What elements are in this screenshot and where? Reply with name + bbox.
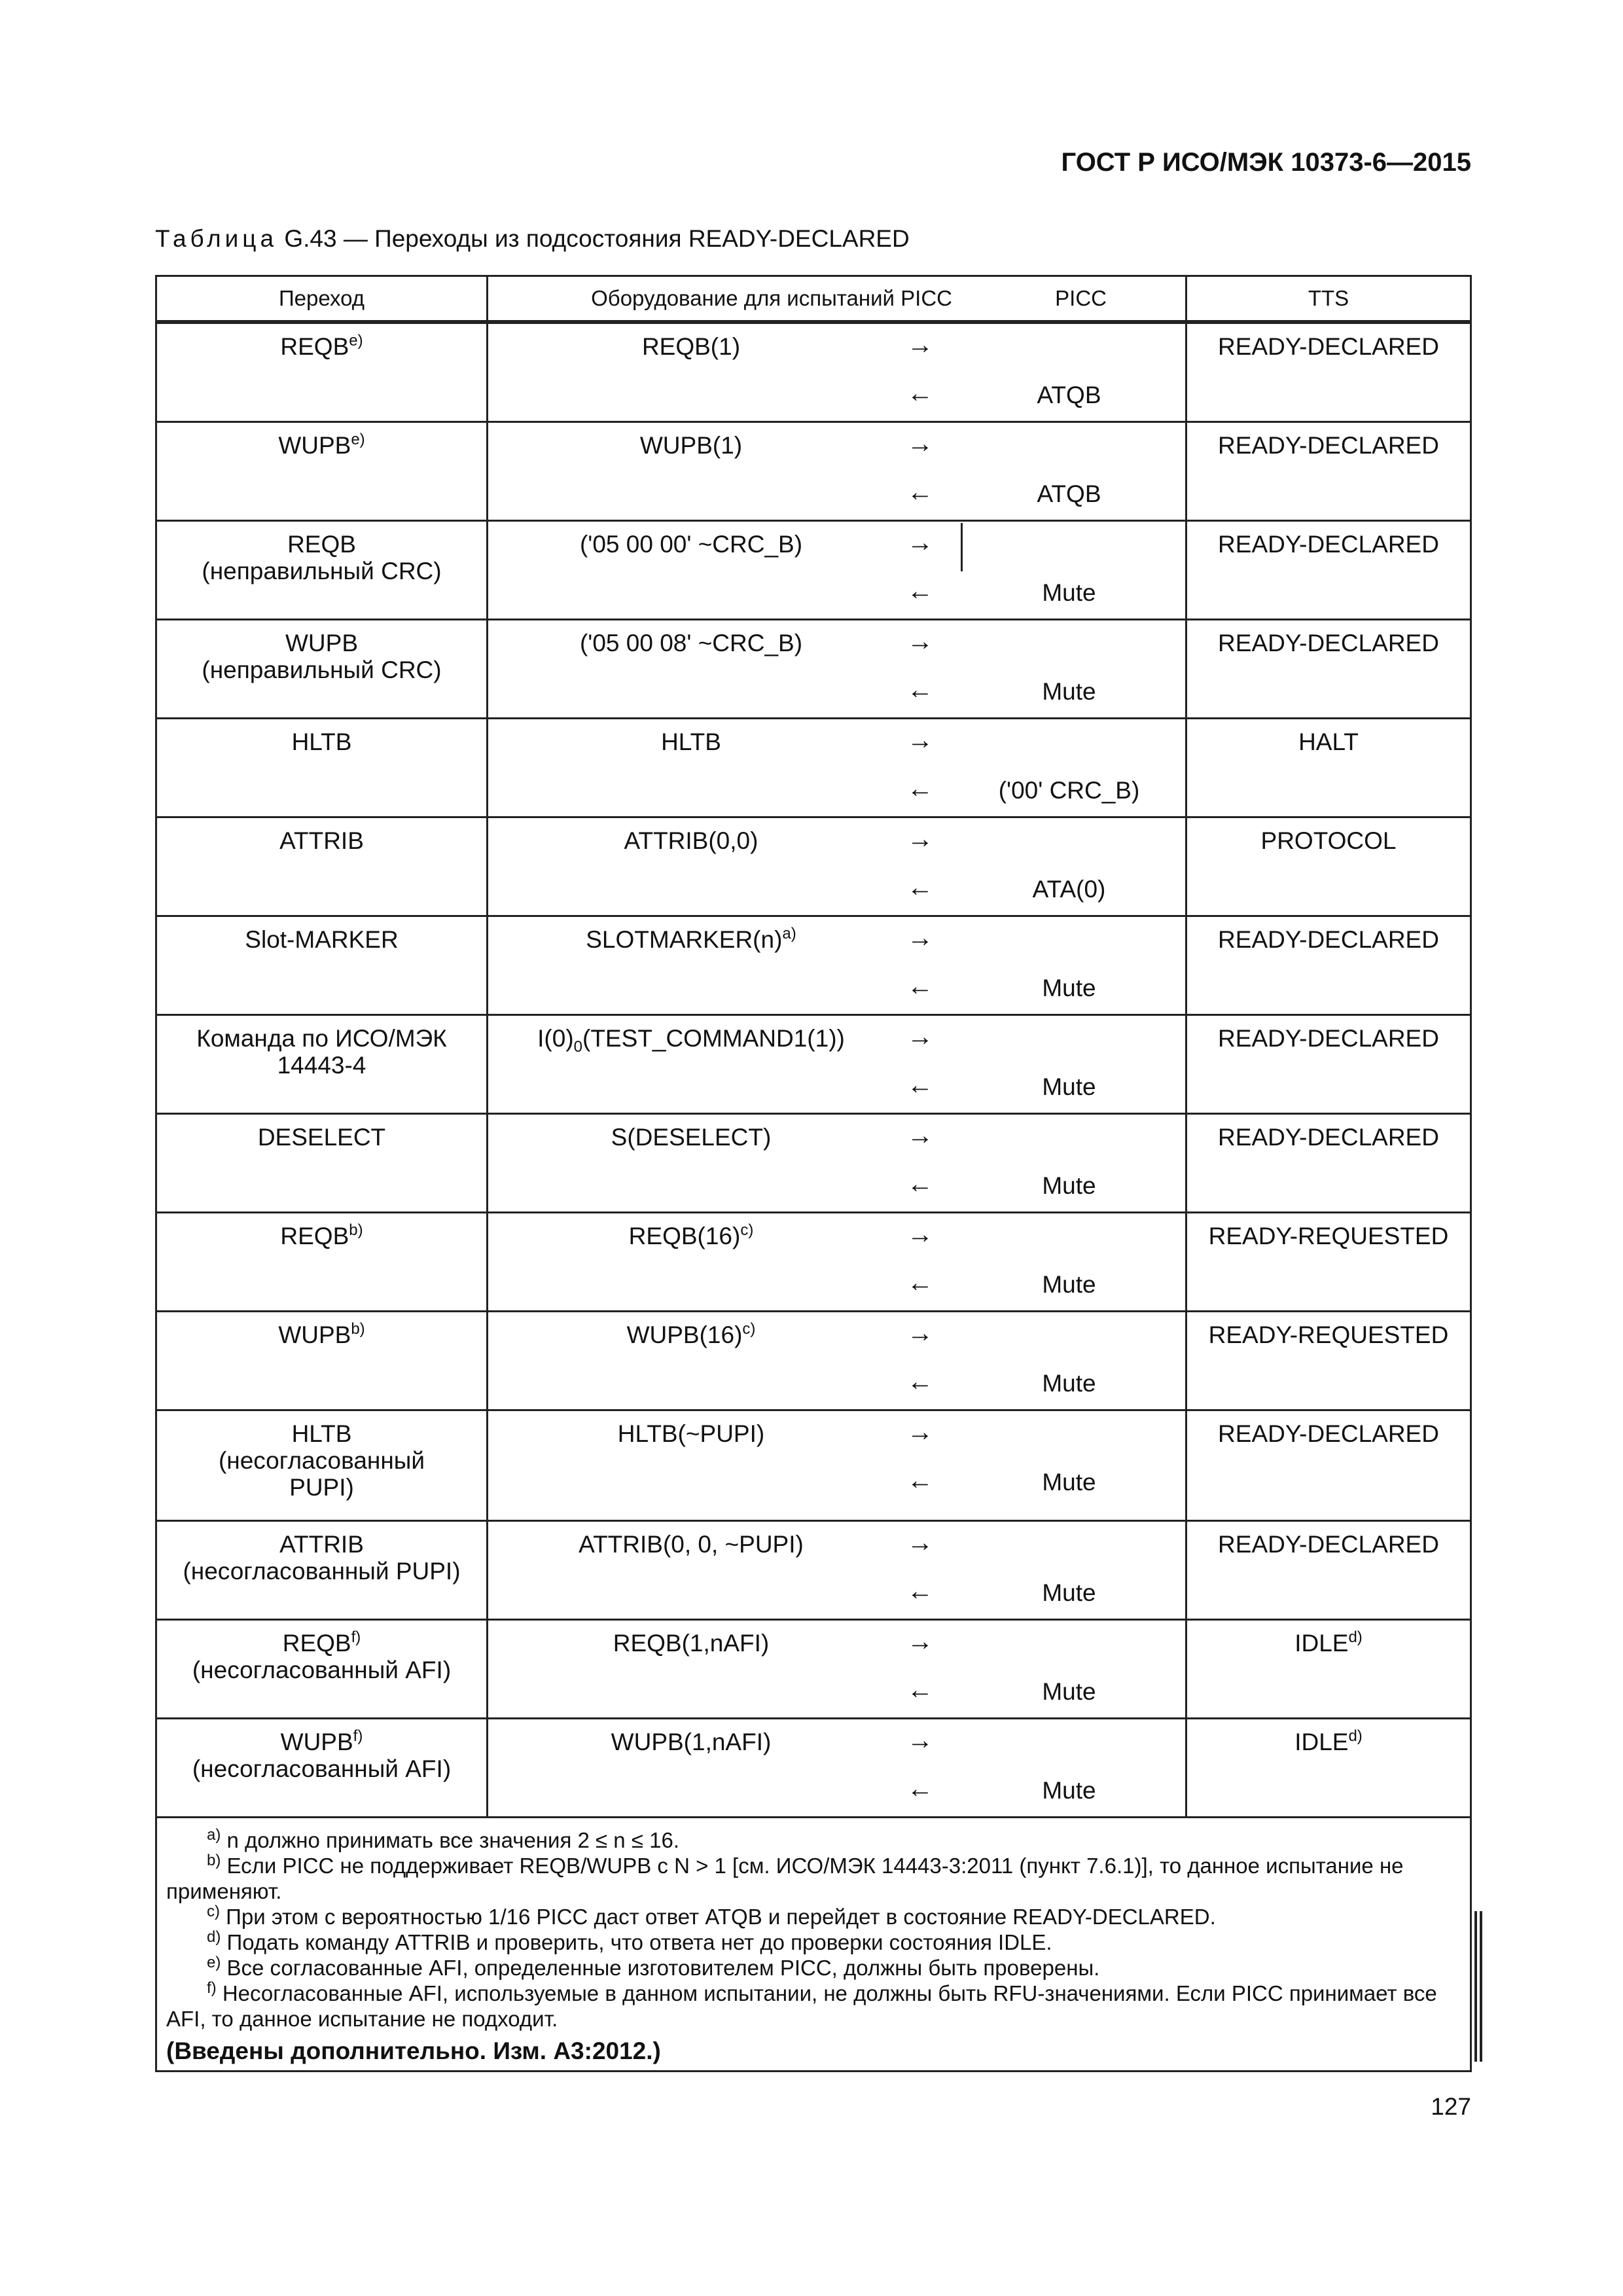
arrow-right-icon: → [907,528,933,557]
footnote-text: Если PICC не поддерживает REQB/WUPB с N > 1 [см. ИСО/МЭК 14443-3:2011 (пункт 7.6.1)], то данное испытание не применяют. [166,1854,1404,1903]
tts-cell [1186,916,1471,1015]
footnote-ref: c) [740,1221,754,1239]
transition-cell [156,1410,488,1521]
transition-cell [156,916,488,1015]
footnote-ref: d) [1348,1727,1363,1745]
tts-state: READY-DECLARED [1218,1420,1439,1447]
test-command [488,926,894,954]
command-text: HLTB(~PUPI) [617,1420,765,1447]
footnote [166,1904,1461,1929]
arrow-left-icon: ← [907,1367,933,1396]
arrow-right-icon: → [907,1319,933,1348]
footnote [166,1981,1461,2032]
transition-cell [156,1719,488,1818]
tts-cell [1186,1521,1471,1620]
arrow-left-icon: ← [907,1774,933,1803]
test-command [488,432,894,459]
transition-name: WUPB [278,432,351,459]
transition-cell [156,1521,488,1620]
command-text: HLTB [661,728,721,755]
footnote [166,1827,1461,1853]
test-command [488,1321,894,1349]
arrow-right-icon: → [907,1418,933,1446]
test-command [488,1420,894,1448]
picc-response: Mute [1042,1579,1096,1606]
arrow-left-icon: ← [907,1268,933,1297]
tts-cell [1186,521,1471,620]
table-row [156,719,1471,817]
tts-state: READY-DECLARED [1218,1124,1439,1151]
transition-qualifier: 14443-4 [277,1052,366,1079]
tts-state: READY-REQUESTED [1208,1321,1449,1348]
transition-cell [156,719,488,817]
exchange-cell [488,620,1186,719]
test-command [488,1223,894,1250]
table-body [156,322,1471,1818]
transition-name: REQB [280,1223,349,1249]
tts-cell [1186,1620,1471,1719]
transition-cell [156,322,488,422]
transition-name: DESELECT [257,1124,386,1151]
table-row [156,1620,1471,1719]
arrow-right-icon: → [907,726,933,755]
command-text: REQB(1) [641,333,741,360]
picc-response: Mute [1042,1172,1096,1199]
transition-qualifier: (несогласованный PUPI) [183,1558,461,1585]
table-row [156,620,1471,719]
exchange-cell [488,1015,1186,1114]
picc-response: ATQB [1037,382,1101,408]
footnote-ref: c) [742,1320,756,1338]
vertical-bar [961,523,963,571]
transition-cell [156,1312,488,1410]
arrow-left-icon: ← [907,1577,933,1605]
table-row [156,817,1471,916]
footnote-ref: e) [349,332,363,350]
tts-cell [1186,719,1471,817]
transition-cell [156,521,488,620]
arrow-left-icon: ← [907,972,933,1001]
table-caption [155,225,910,253]
transition-cell [156,620,488,719]
footnote-ref: d) [1348,1628,1363,1646]
transition-name: HLTB [291,728,352,755]
picc-response: Mute [1042,678,1096,705]
table-row [156,1015,1471,1114]
exchange-cell [488,322,1186,422]
picc-response: Mute [1042,1073,1096,1100]
tts-state: READY-DECLARED [1218,333,1439,360]
transition-name: WUPB [280,1729,353,1755]
tts-state: PROTOCOL [1260,827,1397,854]
column-header-transition: Переход [156,276,488,323]
test-command [488,1025,894,1056]
command-text: WUPB(1) [639,432,743,459]
transition-qualifier: (несогласованный [218,1447,425,1474]
exchange-cell [488,521,1186,620]
amendment-note: (Введены дополнительно. Изм. А3:2012.) [166,2037,661,2064]
picc-response: ATA(0) [1032,876,1106,903]
command-text: REQB(1,nAFI) [613,1630,770,1657]
footnote-ref: f) [353,1727,363,1745]
tts-state: READY-DECLARED [1218,926,1439,953]
table-header-row [156,276,1471,323]
exchange-cell [488,817,1186,916]
picc-response: Mute [1042,1678,1096,1705]
picc-response: Mute [1042,975,1096,1001]
footnote-mark: f) [207,1979,217,1997]
transition-qualifier: (неправильный CRC) [202,558,442,584]
transition-cell [156,1114,488,1213]
transition-qualifier-cont: PUPI) [289,1474,354,1501]
transition-name: ATTRIB [279,827,364,854]
tts-state: READY-REQUESTED [1208,1223,1449,1249]
exchange-cell [488,1114,1186,1213]
table-row [156,1410,1471,1521]
transition-name: REQB [282,1630,351,1657]
tts-cell [1186,1312,1471,1410]
change-bar [1474,1911,1484,2062]
exchange-cell [488,1719,1186,1818]
exchange-cell [488,1620,1186,1719]
picc-response: Mute [1042,1777,1096,1804]
tts-state: READY-DECLARED [1218,1025,1439,1052]
arrow-right-icon: → [907,1220,933,1249]
exchange-cell [488,1521,1186,1620]
arrow-left-icon: ← [907,478,933,507]
test-command [488,1630,894,1657]
tts-state: IDLE [1294,1729,1349,1755]
arrow-left-icon: ← [907,577,933,605]
exchange-cell [488,916,1186,1015]
arrow-left-icon: ← [907,1466,933,1495]
footnote-ref: b) [351,1320,365,1338]
footnote-ref: a) [782,925,796,942]
transition-cell [156,422,488,521]
transition-name: WUPB [285,630,358,656]
tts-state: READY-DECLARED [1218,630,1439,656]
arrow-left-icon: ← [907,1071,933,1100]
picc-response: Mute [1042,1271,1096,1298]
arrow-left-icon: ← [907,774,933,803]
transition-name: HLTB [291,1420,352,1447]
tts-state: READY-DECLARED [1218,432,1439,459]
transition-cell [156,1620,488,1719]
footnote-mark: a) [207,1826,221,1844]
test-command [488,1531,894,1558]
test-command [488,1124,894,1151]
tts-cell [1186,1719,1471,1818]
table-row [156,1312,1471,1410]
table-row [156,521,1471,620]
footnote-text: Все согласованные AFI, определенные изготовителем PICC, должны быть проверены. [226,1956,1100,1980]
arrow-left-icon: ← [907,675,933,704]
transition-name: REQB [280,333,349,360]
test-command [488,728,894,756]
command-text-cont: (TEST_COMMAND1(1)) [582,1025,845,1052]
footnote-mark: d) [207,1928,221,1946]
arrow-right-icon: → [907,924,933,952]
arrow-right-icon: → [907,331,933,359]
document-header: ГОСТ Р ИСО/МЭК 10373-6—2015 [1061,148,1471,177]
command-text: ('05 00 08' ~CRC_B) [579,630,803,656]
picc-response: ATQB [1037,480,1101,507]
command-text: ATTRIB(0,0) [624,827,758,854]
exchange-cell [488,1312,1186,1410]
tts-cell [1186,620,1471,719]
command-subscript: 0 [573,1038,582,1056]
footnote-text: Несогласованные AFI, используемые в данном испытании, не должны быть RFU-значениями. Если PICC принимает все AFI, то данное испытание не подходит. [166,1981,1437,2031]
command-text: REQB(16) [628,1223,741,1249]
arrow-right-icon: → [907,1121,933,1150]
column-header-equipment [488,276,1186,323]
test-command [488,827,894,855]
footnote [166,1955,1461,1981]
picc-header-label: PICC [1055,286,1107,310]
notes-list [166,1827,1461,2032]
transition-name: Slot-MARKER [245,926,399,953]
command-text: ('05 00 00' ~CRC_B) [579,531,803,558]
exchange-cell [488,719,1186,817]
tts-cell [1186,1015,1471,1114]
transitions-table [155,275,1472,2072]
footnote-mark: c) [207,1903,220,1920]
tts-cell [1186,1114,1471,1213]
transition-name: ATTRIB [279,1531,364,1558]
footnote-mark: e) [207,1954,221,1971]
arrow-left-icon: ← [907,1170,933,1198]
arrow-left-icon: ← [907,873,933,902]
test-command [488,531,894,558]
table-row [156,1213,1471,1312]
test-command [488,333,894,361]
exchange-cell [488,1213,1186,1312]
caption-title: G.43 — Переходы из подсостояния READY-DECLARED [277,225,910,252]
equipment-header-label: Оборудование для испытаний PICC [591,286,953,310]
footnote-mark: b) [207,1852,221,1869]
table-row [156,1719,1471,1818]
exchange-cell [488,1410,1186,1521]
arrow-right-icon: → [907,429,933,458]
picc-response: ('00' CRC_B) [998,777,1140,804]
transition-cell [156,817,488,916]
tts-cell [1186,1410,1471,1521]
test-command [488,1729,894,1756]
tts-state: HALT [1298,728,1359,755]
command-text: WUPB(1,nAFI) [611,1729,772,1755]
tts-cell [1186,322,1471,422]
notes-row [156,1818,1471,2072]
command-text: SLOTMARKER(n) [586,926,783,953]
transition-name: WUPB [278,1321,351,1348]
arrow-right-icon: → [907,1726,933,1755]
command-text: I(0) [537,1025,574,1052]
picc-response: Mute [1042,1370,1096,1397]
caption-label: Таблица [155,225,278,252]
table-notes [156,1818,1471,2072]
transition-name: Команда по ИСО/МЭК [196,1025,447,1052]
picc-response: Mute [1042,1469,1096,1496]
footnote-text: При этом с вероятностью 1/16 PICC даст ответ ATQB и перейдет в состояние READY-DECLARED. [226,1905,1216,1929]
table-row [156,422,1471,521]
table-row [156,1521,1471,1620]
arrow-left-icon: ← [907,1676,933,1704]
footnote [166,1929,1461,1955]
transition-qualifier: (неправильный CRC) [202,656,442,683]
command-text: ATTRIB(0, 0, ~PUPI) [579,1531,804,1558]
page-number: 127 [1431,2093,1471,2120]
table-row [156,916,1471,1015]
footnote-ref: f) [351,1628,361,1646]
transition-qualifier: (несогласованный AFI) [192,1755,452,1782]
arrow-left-icon: ← [907,379,933,408]
transition-cell [156,1213,488,1312]
footnote [166,1853,1461,1904]
footnote-text: n должно принимать все значения 2 ≤ n ≤ 16. [226,1828,679,1852]
arrow-right-icon: → [907,1528,933,1557]
transition-qualifier: (несогласованный AFI) [192,1657,452,1683]
tts-cell [1186,1213,1471,1312]
arrow-right-icon: → [907,1022,933,1051]
arrow-right-icon: → [907,1627,933,1656]
test-command [488,630,894,657]
command-text: S(DESELECT) [611,1124,772,1151]
footnote-ref: b) [349,1221,363,1239]
tts-state: READY-DECLARED [1218,531,1439,558]
tts-cell [1186,422,1471,521]
transition-cell [156,1015,488,1114]
table-row [156,1114,1471,1213]
exchange-cell [488,422,1186,521]
footnote-text: Подать команду ATTRIB и проверить, что ответа нет до проверки состояния IDLE. [226,1930,1052,1954]
picc-response: Mute [1042,579,1096,606]
arrow-right-icon: → [907,825,933,853]
footnote-ref: e) [351,431,365,448]
tts-cell [1186,817,1471,916]
arrow-right-icon: → [907,627,933,656]
tts-state: IDLE [1294,1630,1349,1657]
transition-name: REQB [287,531,356,558]
column-header-tts: TTS [1186,276,1471,323]
command-text: WUPB(16) [626,1321,743,1348]
tts-state: READY-DECLARED [1218,1531,1439,1558]
table-row [156,322,1471,422]
